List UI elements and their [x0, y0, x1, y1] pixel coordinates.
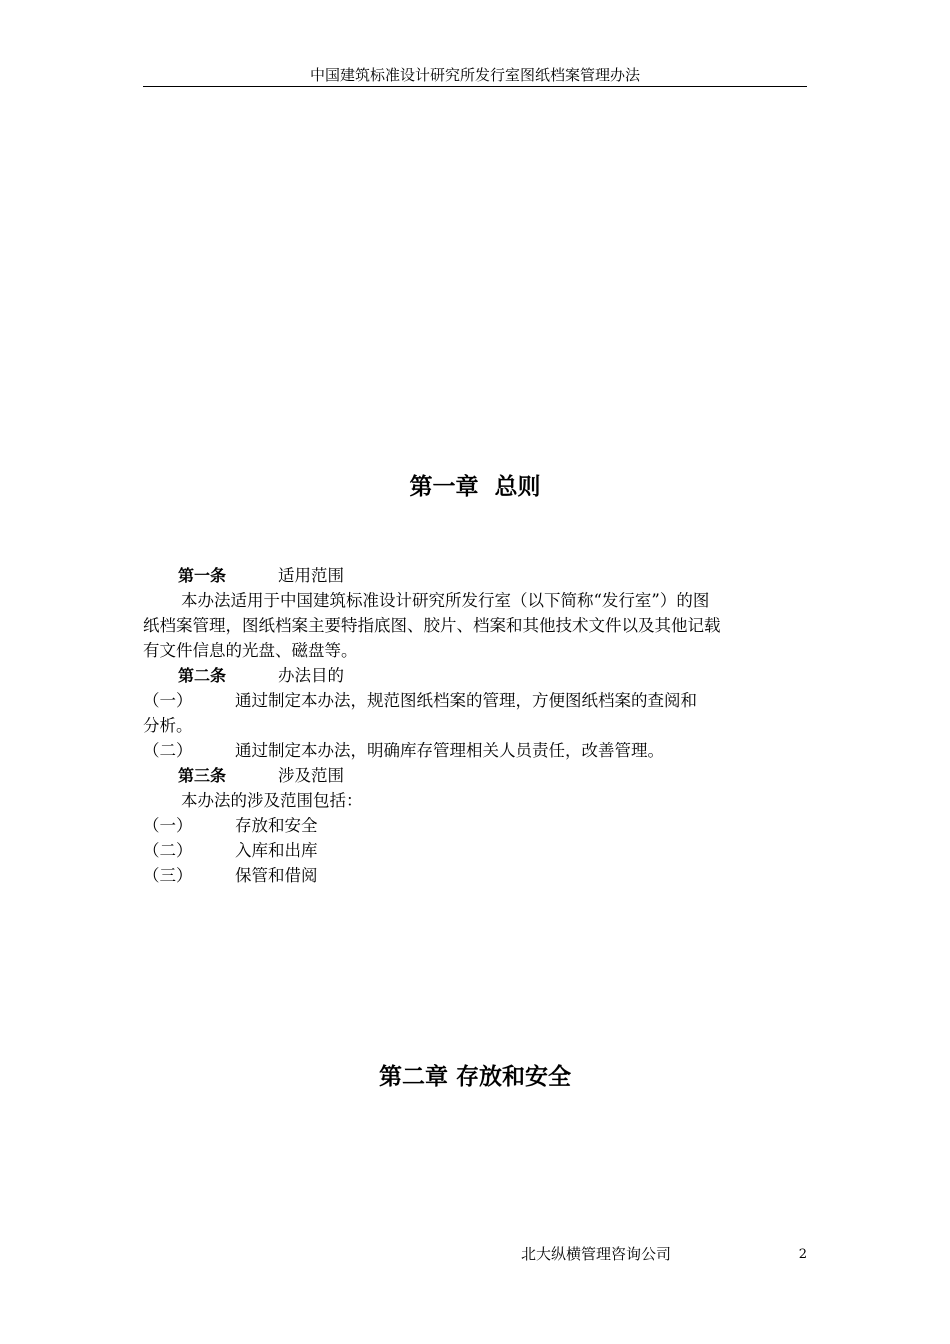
running-header: 中国建筑标准设计研究所发行室图纸档案管理办法 — [309, 66, 640, 84]
page-number: 2 — [798, 1247, 807, 1262]
list-item — [143, 813, 807, 838]
list-item-text: 通过制定本办法，规范图纸档案的管理，方便图纸档案的查阅和 — [235, 691, 697, 710]
article-number: 第一条 — [178, 566, 227, 585]
list-item-text: 存放和安全 — [235, 816, 318, 835]
article-number: 第二条 — [178, 666, 227, 685]
list-marker: （二） — [143, 841, 193, 860]
article-2-heading — [143, 663, 807, 688]
list-item-text: 通过制定本办法，明确库存管理相关人员责任，改善管理。 — [235, 741, 664, 760]
list-marker: （三） — [143, 866, 193, 885]
list-item-continuation: 分析。 — [143, 716, 193, 735]
list-item — [143, 738, 807, 763]
article-title: 涉及范围 — [278, 766, 344, 785]
article-1-heading — [143, 563, 807, 588]
paragraph-line: 本办法的涉及范围包括： — [181, 791, 363, 810]
list-marker: （一） — [143, 816, 193, 835]
list-item-text: 入库和出库 — [235, 841, 318, 860]
list-item-text: 保管和借阅 — [235, 866, 318, 885]
article-number: 第三条 — [178, 766, 227, 785]
list-item — [143, 688, 807, 713]
chapter-2-title: 第二章 存放和安全 — [378, 1064, 571, 1090]
list-marker: （一） — [143, 691, 193, 710]
list-marker: （二） — [143, 741, 193, 760]
paragraph-line: 纸档案管理，图纸档案主要特指底图、胶片、档案和其他技术文件以及其他记载 — [143, 616, 721, 635]
paragraph-line: 本办法适用于中国建筑标准设计研究所发行室（以下简称“发行室”）的图 — [181, 591, 710, 610]
article-title: 办法目的 — [278, 666, 344, 685]
chapter-1-title: 第一章 总则 — [409, 474, 541, 500]
paragraph-line: 有文件信息的光盘、磁盘等。 — [143, 641, 358, 660]
chapter-1-body — [143, 563, 807, 888]
list-item — [143, 838, 807, 863]
footer-company: 北大纵横管理咨询公司 — [521, 1245, 672, 1263]
article-3-heading — [143, 763, 807, 788]
list-item — [143, 863, 807, 888]
header-rule — [143, 86, 807, 87]
article-title: 适用范围 — [278, 566, 344, 585]
